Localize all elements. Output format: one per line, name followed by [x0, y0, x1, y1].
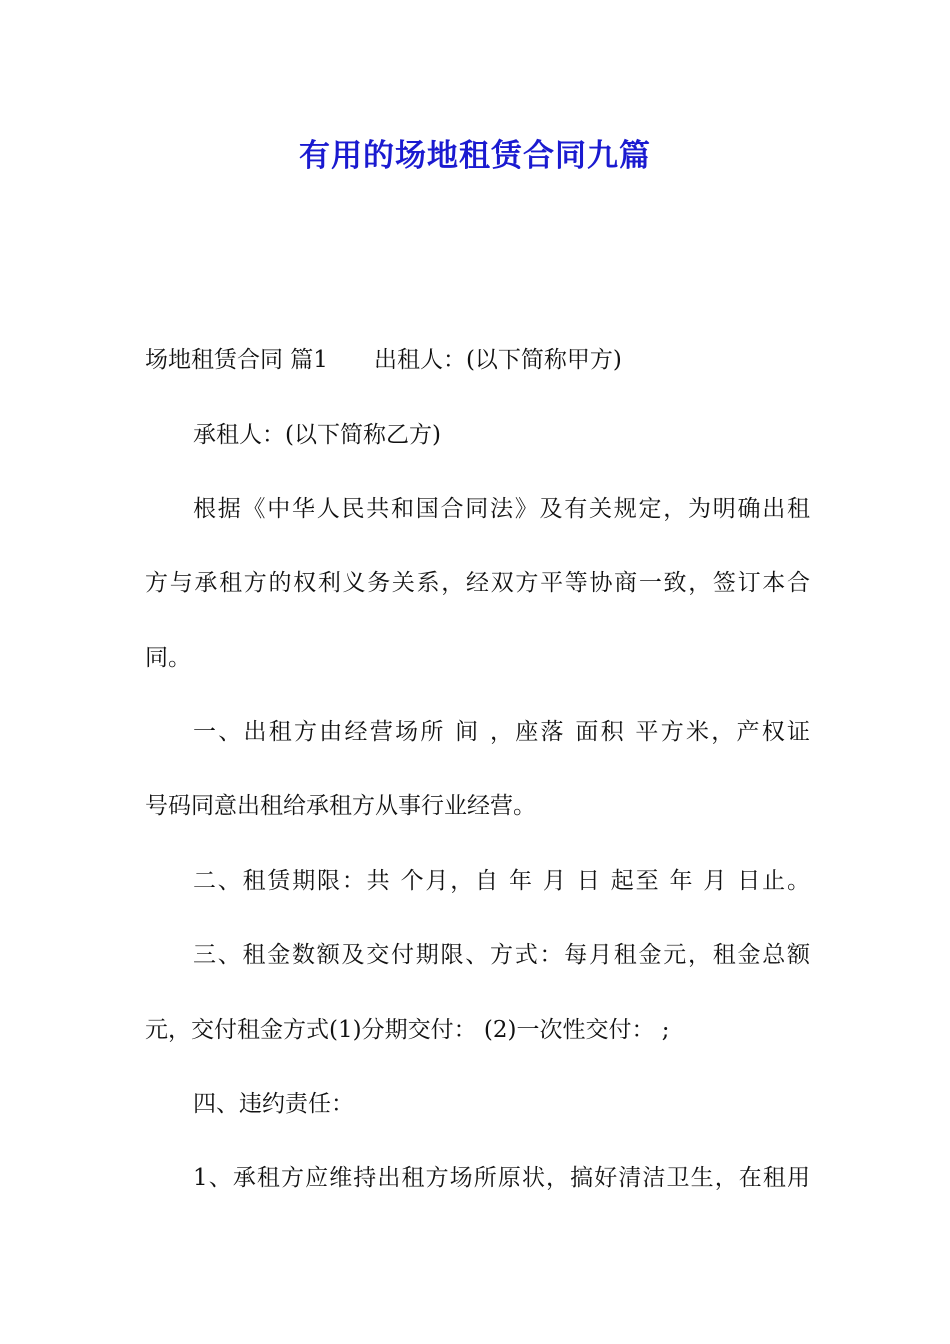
- paragraph-line: 四、违约责任：: [193, 1091, 354, 1117]
- paragraph-line: 二、租赁期限：共 个月，自 年 月 日 起至 年 月 日止。: [193, 868, 810, 894]
- paragraph-line: 一、出租方由经营场所 间 ，座落 面积 平方米，产权证: [193, 719, 810, 745]
- document-title: 有用的场地租赁合同九篇: [299, 138, 651, 174]
- paragraph-line: 1、承租方应维持出租方场所原状，搞好清洁卫生，在租用: [193, 1165, 810, 1191]
- paragraph-line: 三、租金数额及交付期限、方式：每月租金元，租金总额: [193, 942, 810, 968]
- paragraph-line: 场地租赁合同 篇1 出租人：(以下简称甲方): [145, 347, 622, 373]
- paragraph-line: 元，交付租金方式(1)分期交付： (2)一次性交付： ;: [145, 1017, 670, 1043]
- paragraph-line: 方与承租方的权利义务关系，经双方平等协商一致，签订本合: [145, 570, 810, 596]
- paragraph-line: 根据《中华人民共和国合同法》及有关规定，为明确出租: [193, 496, 810, 522]
- paragraph-line: 同。: [145, 645, 191, 671]
- paragraph-line: 承租人：(以下简称乙方): [193, 422, 441, 448]
- paragraph-line: 号码同意出租给承租方从事行业经营。: [145, 793, 536, 819]
